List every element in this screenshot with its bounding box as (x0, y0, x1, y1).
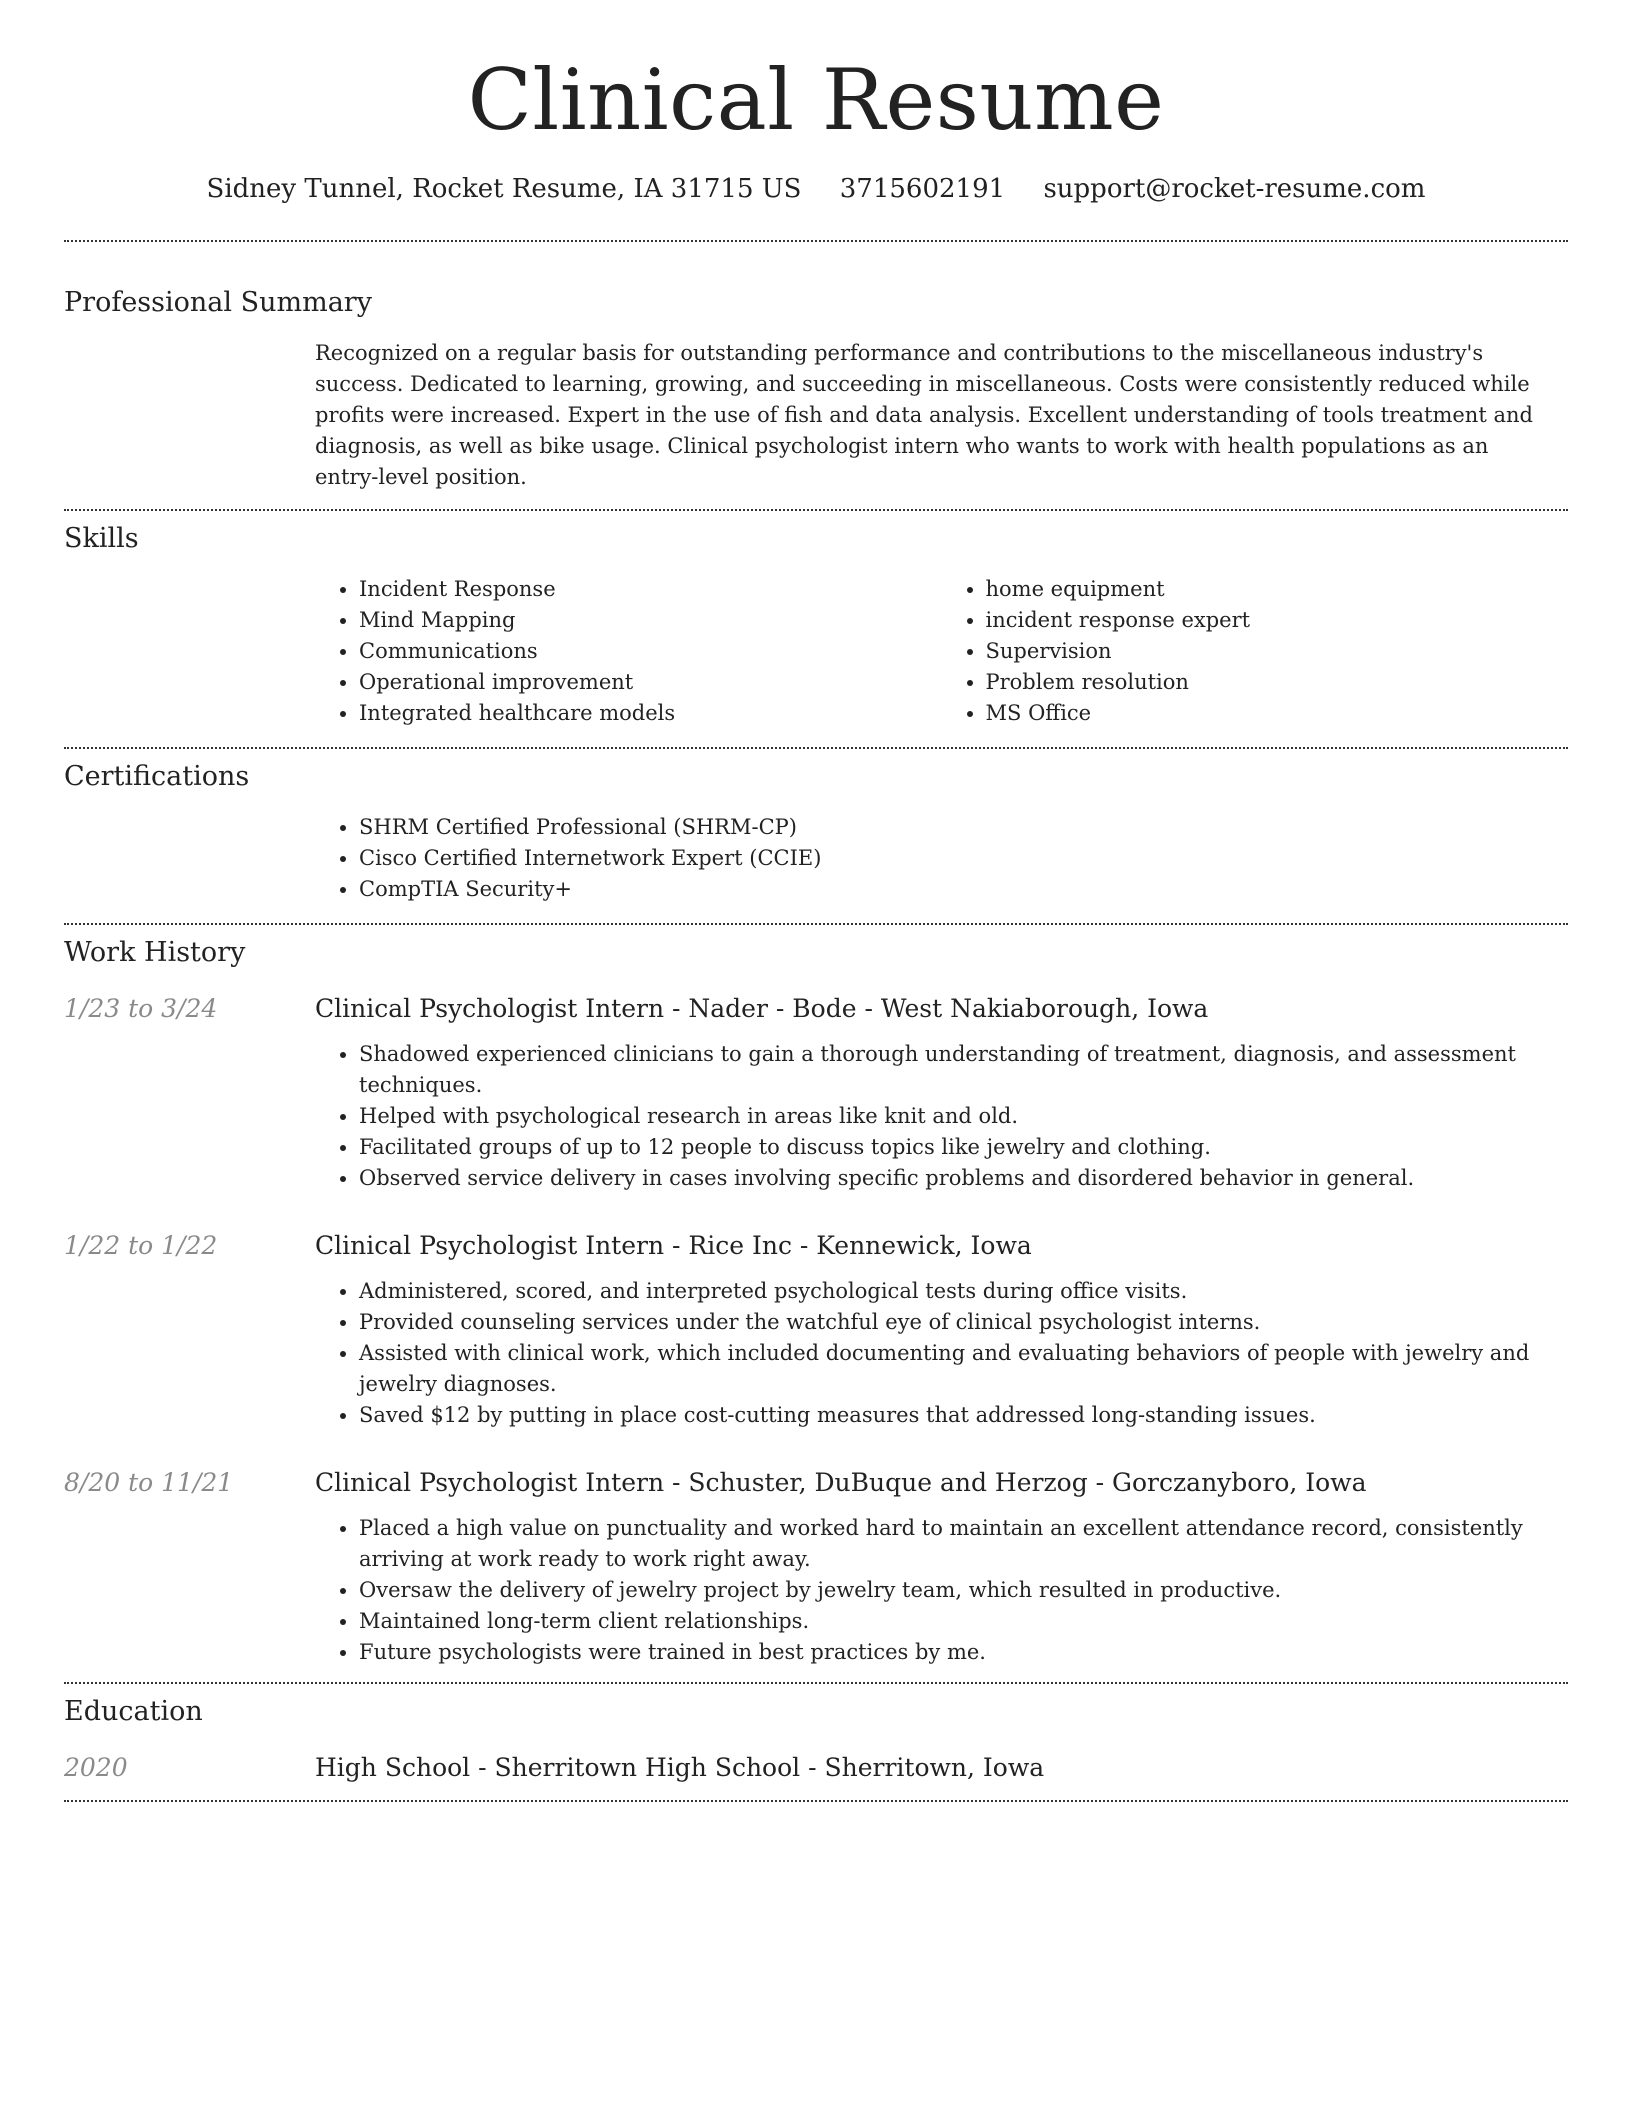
skill-item: • MS Office (986, 698, 1569, 729)
education-date: 2020 (64, 1753, 128, 1782)
skills-section (64, 511, 1568, 729)
work-bullet: • Administered, scored, and interpreted psychological tests during office visits. (359, 1276, 1568, 1307)
work-bullet: • Assisted with clinical work, which included documenting and evaluating behaviors of people with jewelry and jewelry diagnoses. (359, 1338, 1568, 1400)
summary-text: Recognized on a regular basis for outstanding performance and contributions to the miscellaneous industry's success. Dedicated to learning, growing, and succeeding in miscellaneous. Costs were consistently reduced while profits were increased. Expert in the use of fish and data analysis. Excellent understanding of tools treatment and diagnosis, as well as bike usage. Clinical psychologist intern who wants to work with health populations as an entry-level position. (315, 341, 1533, 489)
work-history-section (64, 925, 1568, 1668)
work-bullet: • Observed service delivery in cases involving specific problems and disordered behavior in general. (359, 1163, 1568, 1194)
work-history-heading: Work History (64, 937, 246, 968)
education-heading: Education (64, 1696, 203, 1727)
work-entry (64, 991, 1568, 1194)
skill-item: • Incident Response (359, 574, 942, 605)
work-entry-date: 8/20 to 11/21 (64, 1468, 234, 1497)
work-bullet: • Facilitated groups of up to 12 people to discuss topics like jewelry and clothing. (359, 1132, 1568, 1163)
work-entry-title: Clinical Psychologist Intern - Nader - Bode - West Nakiaborough, Iowa (315, 994, 1209, 1023)
skill-item: • Mind Mapping (359, 605, 942, 636)
work-bullet: • Oversaw the delivery of jewelry project by jewelry team, which resulted in productive. (359, 1575, 1568, 1606)
work-entry-main (315, 1228, 1568, 1431)
skill-item: • Operational improvement (359, 667, 942, 698)
summary-section (64, 242, 1568, 493)
work-bullet: • Maintained long-term client relationships. (359, 1606, 1568, 1637)
work-bullet: • Provided counseling services under the watchful eye of clinical psychologist interns. (359, 1307, 1568, 1338)
skill-item: • home equipment (986, 574, 1569, 605)
contact-line (64, 172, 1568, 206)
certifications-section (64, 749, 1568, 905)
skill-item: • Integrated healthcare models (359, 698, 942, 729)
work-entry-date: 1/22 to 1/22 (64, 1231, 218, 1260)
education-divider (64, 1800, 1568, 1802)
work-entry-bullets (315, 1039, 1568, 1194)
certifications-body (315, 812, 1568, 905)
skills-heading: Skills (64, 523, 139, 554)
education-entry (64, 1750, 1568, 1786)
skill-item: • Problem resolution (986, 667, 1569, 698)
summary-heading: Professional Summary (64, 287, 372, 318)
work-entry-main (315, 1465, 1568, 1668)
work-entry-title: Clinical Psychologist Intern - Schuster, DuBuque and Herzog - Gorczanyboro, Iowa (315, 1468, 1367, 1497)
contact-phone: 3715602191 (839, 174, 1006, 204)
skills-list-left (315, 574, 942, 729)
skills-grid (315, 574, 1568, 729)
education-main (315, 1750, 1568, 1786)
certification-item: • Cisco Certified Internetwork Expert (CCIE) (359, 843, 1568, 874)
work-entry (64, 1228, 1568, 1431)
skill-item: • Communications (359, 636, 942, 667)
contact-email: support@rocket-resume.com (1043, 174, 1426, 204)
resume-title: Clinical Resume (467, 51, 1165, 149)
skill-item: • Supervision (986, 636, 1569, 667)
work-bullet: • Future psychologists were trained in best practices by me. (359, 1637, 1568, 1668)
work-bullet: • Placed a high value on punctuality and worked hard to maintain an excellent attendance record, consistently arriving at work ready to work right away. (359, 1513, 1568, 1575)
education-title: High School - Sherritown High School - Sherritown, Iowa (315, 1753, 1045, 1782)
work-bullet: • Helped with psychological research in areas like knit and old. (359, 1101, 1568, 1132)
education-section (64, 1684, 1568, 1786)
certification-item: • CompTIA Security+ (359, 874, 1568, 905)
skill-item: • incident response expert (986, 605, 1569, 636)
work-entry-bullets (315, 1276, 1568, 1431)
work-entry-date: 1/23 to 3/24 (64, 994, 218, 1023)
skills-list-right (942, 574, 1569, 729)
work-entry (64, 1465, 1568, 1668)
certifications-list (315, 812, 1568, 905)
work-bullet: • Saved $12 by putting in place cost-cutting measures that addressed long-standing issues. (359, 1400, 1568, 1431)
certifications-heading: Certifications (64, 761, 250, 792)
work-entry-title: Clinical Psychologist Intern - Rice Inc - Kennewick, Iowa (315, 1231, 1032, 1260)
contact-address: Sidney Tunnel, Rocket Resume, IA 31715 US (206, 174, 802, 204)
work-entry-main (315, 991, 1568, 1194)
certification-item: • SHRM Certified Professional (SHRM-CP) (359, 812, 1568, 843)
work-entry-bullets (315, 1513, 1568, 1668)
work-bullet: • Shadowed experienced clinicians to gain a thorough understanding of treatment, diagnosis, and assessment techniques. (359, 1039, 1568, 1101)
